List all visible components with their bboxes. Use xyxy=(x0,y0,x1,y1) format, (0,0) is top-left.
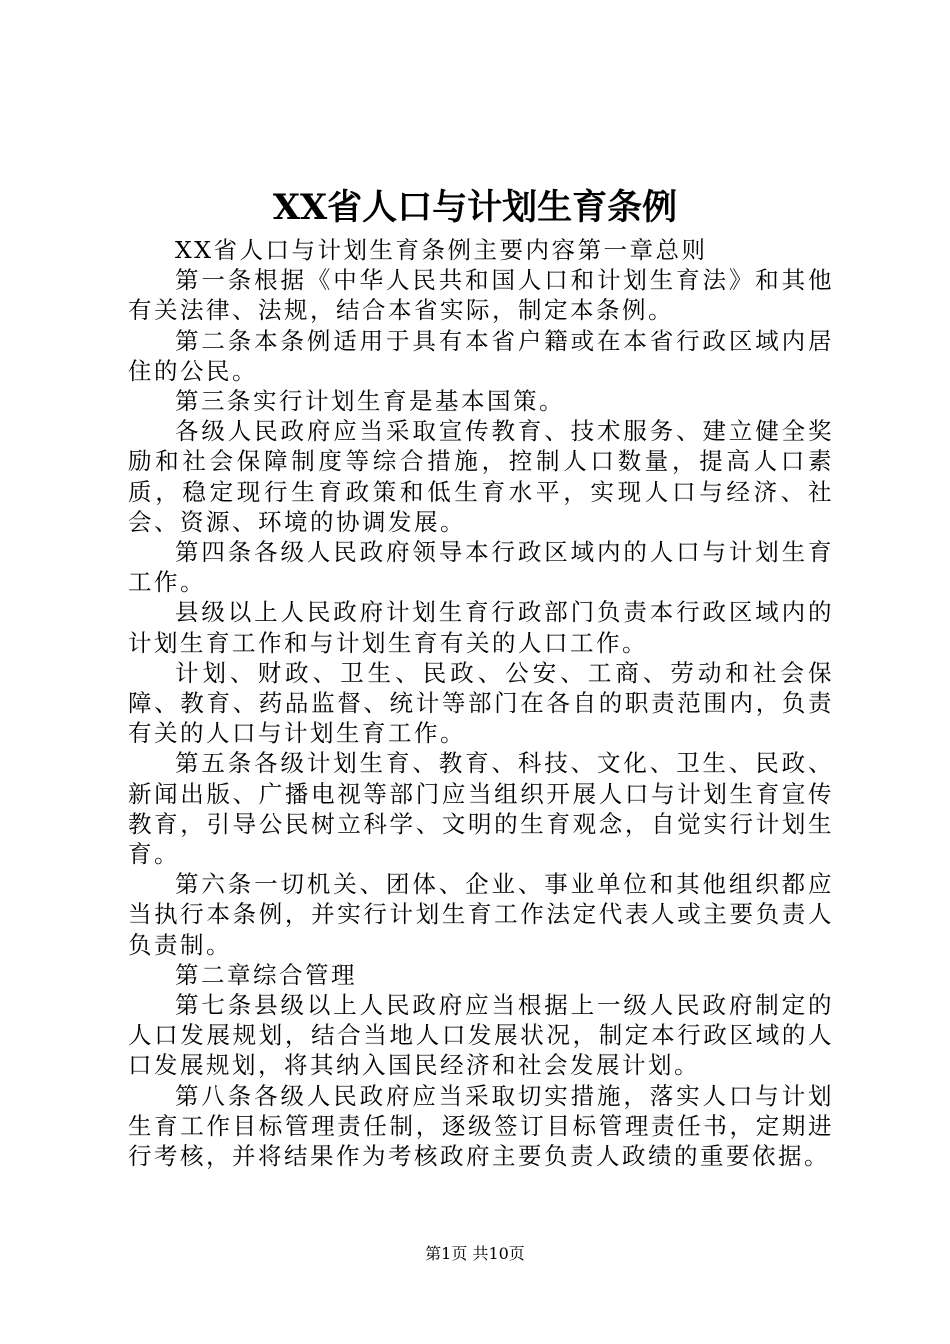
paragraph-article-3: 第三条实行计划生育是基本国策。 xyxy=(175,387,565,416)
page-number-footer: 第1页 共10页 xyxy=(425,1244,525,1263)
paragraph-article-4-detail-1: 县级以上人民政府计划生育行政部门负责本行政区域内的计划生育工作和与计划生育有关的人口工作。 xyxy=(128,598,834,657)
paragraph-article-6: 第六条一切机关、团体、企业、事业单位和其他组织都应当执行本条例，并实行计划生育工作法定代表人或主要负责人负责制。 xyxy=(128,870,834,959)
paragraph-intro: XX省人口与计划生育条例主要内容第一章总则 xyxy=(175,236,708,264)
paragraph-article-5: 第五条各级计划生育、教育、科技、文化、卫生、民政、新闻出版、广播电视等部门应当组织开展人口与计划生育宣传教育，引导公民树立科学、文明的生育观念，自觉实行计划生育。 xyxy=(128,749,834,869)
chapter-heading-2: 第二章综合管理 xyxy=(175,960,357,989)
paragraph-article-3-detail: 各级人民政府应当采取宣传教育、技术服务、建立健全奖励和社会保障制度等综合措施，控制人口数量，提高人口素质，稳定现行生育政策和低生育水平，实现人口与经济、社会、资源、环境的协调发展。 xyxy=(128,417,834,536)
paragraph-article-2: 第二条本条例适用于具有本省户籍或在本省行政区域内居住的公民。 xyxy=(128,326,834,385)
document-title: XX省人口与计划生育条例 xyxy=(272,187,678,228)
paragraph-article-7: 第七条县级以上人民政府应当根据上一级人民政府制定的人口发展规划，结合当地人口发展状况，制定本行政区域的人口发展规划，将其纳入国民经济和社会发展计划。 xyxy=(128,991,834,1080)
paragraph-article-4-detail-2: 计划、财政、卫生、民政、公安、工商、劳动和社会保障、教育、药品监督、统计等部门在各自的职责范围内，负责有关的人口与计划生育工作。 xyxy=(128,658,834,748)
paragraph-article-4: 第四条各级人民政府领导本行政区域内的人口与计划生育工作。 xyxy=(128,538,834,597)
paragraph-article-1: 第一条根据《中华人民共和国人口和计划生育法》和其他有关法律、法规，结合本省实际，制定本条例。 xyxy=(128,266,834,325)
document-body xyxy=(128,235,834,1171)
paragraph-article-8: 第八条各级人民政府应当采取切实措施，落实人口与计划生育工作目标管理责任制，逐级签订目标管理责任书，定期进行考核，并将结果作为考核政府主要负责人政绩的重要依据。 xyxy=(128,1081,834,1171)
